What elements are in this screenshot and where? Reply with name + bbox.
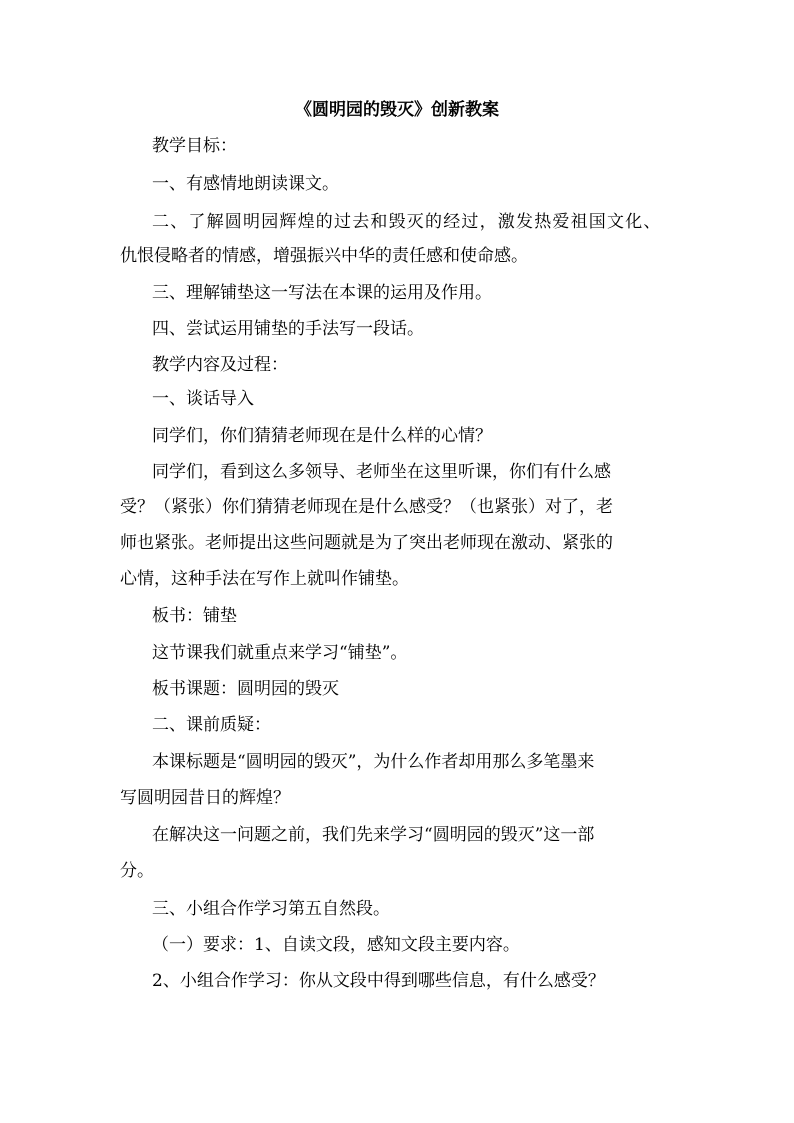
text-line: 受？（紧张）你们猜猜老师现在是什么感受？（也紧张）对了，老 — [120, 497, 613, 517]
text-line: 二、了解圆明园辉煌的过去和毁灭的经过，激发热爱祖国文化、 — [152, 212, 662, 232]
text-line: 一、谈话导入 — [152, 389, 254, 409]
text-line: 本课标题是“圆明园的毁灭”，为什么作者却用那么多笔墨来 — [152, 752, 595, 772]
text-line: 分。 — [120, 861, 154, 881]
text-line: 2、小组合作学习：你从文段中得到哪些信息，有什么感受？ — [152, 971, 605, 991]
text-line: 师也紧张。老师提出这些问题就是为了突出老师现在激动、紧张的 — [120, 533, 613, 553]
text-line: 教学目标： — [152, 136, 237, 156]
text-line: 这节课我们就重点来学习“铺垫”。 — [152, 643, 408, 663]
text-line: 板书课题：圆明园的毁灭 — [152, 679, 339, 699]
text-line: 教学内容及过程： — [152, 355, 288, 375]
text-line: 同学们，看到这么多领导、老师坐在这里听课，你们有什么感 — [152, 462, 611, 482]
text-line: （一）要求：1、自读文段，感知文段主要内容。 — [152, 935, 520, 955]
text-line: 仇恨侵略者的情感，增强振兴中华的责任感和使命感。 — [120, 246, 528, 266]
text-line: 在解决这一问题之前，我们先来学习“圆明园的毁灭”这一部 — [152, 825, 595, 845]
text-line: 三、理解铺垫这一写法在本课的运用及作用。 — [152, 283, 492, 303]
text-line: 四、尝试运用铺垫的手法写一段话。 — [152, 319, 424, 339]
text-line: 一、有感情地朗读课文。 — [152, 174, 339, 194]
text-line: 板书：铺垫 — [152, 606, 237, 626]
text-line: 写圆明园昔日的辉煌？ — [120, 788, 290, 808]
text-line: 同学们，你们猜猜老师现在是什么样的心情？ — [152, 426, 492, 446]
text-line: 心情，这种手法在写作上就叫作铺垫。 — [120, 569, 409, 589]
document-title: 《圆明园的毁灭》创新教案 — [295, 100, 499, 120]
text-line: 三、小组合作学习第五自然段。 — [152, 899, 390, 919]
text-line: 二、课前质疑： — [152, 715, 271, 735]
